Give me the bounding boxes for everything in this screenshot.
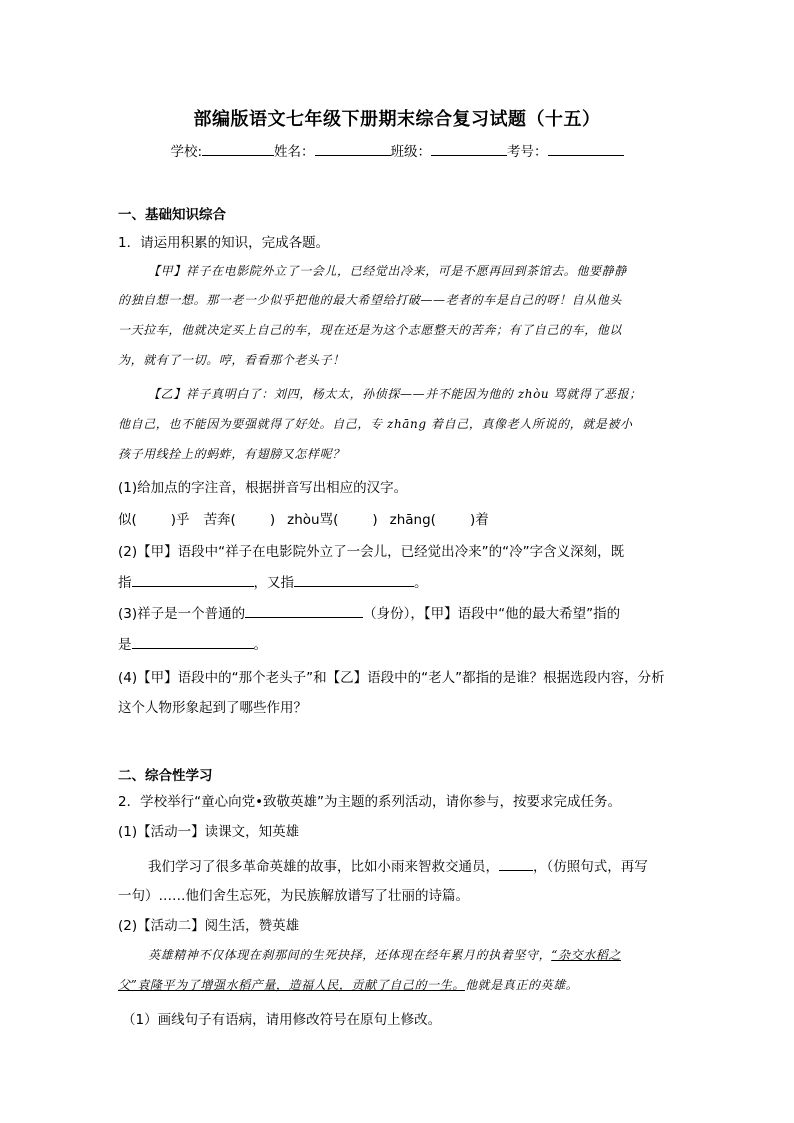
passage-jia-line: 为，就有了一切。哼，看看那个老头子！ [118, 353, 345, 367]
text: 是 [118, 637, 132, 653]
pinyin-item: 似( [118, 512, 137, 528]
pinyin-item: )乎 [170, 512, 190, 528]
exam-no-field[interactable] [548, 141, 624, 156]
answer-blank[interactable] [245, 603, 363, 618]
pinyin-items-row [118, 508, 489, 528]
underlined-sentence: “杂交水稻之 [551, 948, 621, 962]
text: ，又指 [253, 575, 294, 591]
school-field[interactable] [202, 141, 274, 156]
passage-jia-line: 【甲】祥子在电影院外立了一会儿，已经觉出冷来，可是不愿再回到茶馆去。他要静静 [148, 264, 627, 278]
pinyin-item: 苦奔( [203, 512, 236, 528]
activity-2-title: (2)【活动二】阅生活，赞英雄 [118, 918, 300, 934]
passage-yi-line: 他自己，也不能因为要强就得了好处。自己，专 zhāng 着自己，真像老人所说的，就是被小 [118, 417, 633, 431]
text: 指 [118, 575, 132, 591]
sub-question-4: (4)【甲】语段中的“那个老头子”和【乙】语段中的“老人”都指的是谁？根据选段内容，分析 [118, 670, 665, 686]
question-1-prompt: 1．请运用积累的知识，完成各题。 [118, 235, 330, 251]
activity-2-passage-line2 [118, 976, 578, 993]
class-label: 班级： [390, 144, 432, 160]
pinyin-item: zhāng( [389, 512, 436, 528]
activity-1-text [148, 855, 648, 875]
sub-question-1: (1)给加点的字注音，根据拼音写出相应的汉字。 [118, 480, 408, 496]
pinyin-item: ) [269, 512, 276, 528]
underlined-sentence: 父”袁隆平为了增强水稻产量，造福人民，贡献了自己的一生。 [118, 978, 465, 992]
passage-jia-line: 一天拉车，他就决定买上自己的车，现在还是为这个志愿整天的苦奔；有了自己的车，他以 [118, 323, 623, 337]
text: 。 [414, 575, 428, 591]
text: 他就是真正的英雄。 [464, 978, 579, 992]
activity-1-text-line2: 一句）……他们舍生忘死，为民族解放谱写了壮丽的诗篇。 [118, 888, 469, 904]
activity-2-passage [148, 946, 621, 963]
text: （身份），【甲】语段中“他的最大希望”指的 [363, 606, 621, 622]
passage-yi-line: 孩子用线拴上的蚂蚱，有翅膀又怎样呢？ [118, 447, 345, 461]
pinyin-item: zhòu骂( [287, 512, 339, 528]
answer-blank[interactable] [132, 572, 254, 587]
answer-blank[interactable] [294, 572, 414, 587]
page-title: 部编版语文七年级下册期末综合复习试题（十五） [193, 109, 601, 130]
class-field[interactable] [431, 141, 507, 156]
sub-question-3 [118, 602, 620, 622]
sub-question-3-line2 [118, 633, 267, 653]
section-2-heading: 二、综合性学习 [118, 768, 213, 784]
sub-question-2: (2)【甲】语段中“祥子在电影院外立了一会儿，已经觉出冷来”的“冷”字含义深刻，既 [118, 544, 625, 560]
sub-question-2-blanks [118, 571, 428, 591]
answer-blank[interactable] [499, 856, 533, 871]
question-2-prompt: 2．学校举行“童心向党•致敬英雄”为主题的系列活动，请你参与，按要求完成任务。 [118, 794, 622, 810]
activity-2-sub-1: （1）画线句子有语病，请用修改符号在原句上修改。 [122, 1012, 442, 1028]
school-label: 学校: [170, 144, 203, 160]
sub-question-4-line2: 这个人物形象起到了哪些作用？ [118, 700, 307, 716]
text: 我们学习了很多革命英雄的故事，比如小雨来智救交通员， [148, 859, 499, 875]
name-field[interactable] [315, 141, 391, 156]
pinyin-item: ) [372, 512, 378, 528]
student-info-line [0, 140, 794, 160]
text: ，（仿照句式，再写 [533, 859, 648, 875]
text: 英雄精神不仅体现在刹那间的生死抉择，还体现在经年累月的执着坚守， [148, 948, 552, 962]
text: 。 [253, 637, 267, 653]
passage-jia-line: 的独自想一想。那一老一少似乎把他的最大希望给打破——老者的车是自己的呀！自从他头 [118, 293, 623, 307]
passage-yi-line: 【乙】祥子真明白了：刘四，杨太太，孙侦探——并不能因为他的 zhòu 骂就得了恶报； [148, 387, 642, 401]
activity-1-title: (1)【活动一】读课文，知英雄 [118, 824, 300, 840]
answer-blank[interactable] [132, 634, 254, 649]
name-label: 姓名： [274, 144, 315, 160]
exam-no-label: 考号： [507, 144, 548, 160]
section-1-heading: 一、基础知识综合 [118, 207, 226, 223]
pinyin-item: )着 [469, 512, 489, 528]
text: (3)祥子是一个普通的 [118, 606, 246, 622]
